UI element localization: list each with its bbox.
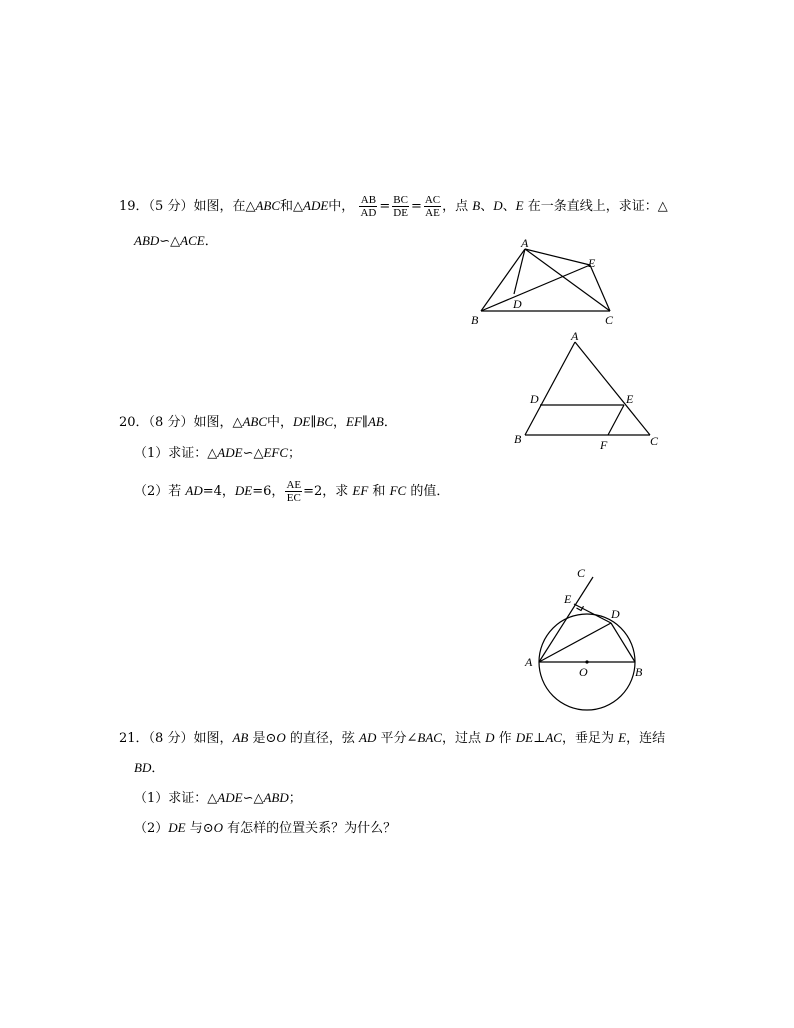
q19-figure — [470, 236, 620, 328]
q19-tail: 在一条直线上，求证：△ — [523, 199, 668, 214]
q21-line1: 21．（8 分）如图，AB 是⊙O 的直径，弦 AD 平分∠BAC，过点 D 作 DE⊥AC，垂足为 E，连结 — [119, 730, 666, 746]
q21-label-d: D — [611, 607, 620, 621]
q20-label-e: E — [626, 392, 634, 406]
q20-fraction-ae-ec: $\frac{AE}{EC}$ — [286, 479, 302, 504]
q19-label-e: E — [588, 256, 596, 270]
q20-label-b: B — [514, 432, 522, 446]
q19-fraction-bc-de: $\frac{BC}{DE}$ — [393, 194, 408, 219]
q21-label-b: B — [635, 665, 643, 679]
q19-and: 和△ — [280, 199, 304, 214]
q21-number: 21．（8 分）如图， — [119, 731, 233, 746]
q20-part2: （2）若 AD=4，DE=6， $\frac{AE}{EC}$ =2，求 EF 和 FC 的值． — [134, 479, 450, 504]
q20-figure — [510, 328, 670, 454]
q19-line1: 19．（5 分）如图，在△ABC和△ADE中， $\frac{AB}{AD}$ = $\frac{BC}{DE}$ = $\frac{AC}{AE}$ ，点 B、D、E 在一条直线上，求证：△ — [119, 194, 668, 219]
q20-label-a: A — [571, 329, 579, 343]
q20-line1: 20．（8 分）如图，△ABC中，DE∥BC，EF∥AB． — [119, 414, 397, 430]
q20-label-f: F — [600, 438, 608, 452]
q20-label-d: D — [530, 392, 539, 406]
q19-zhong: 中， — [328, 199, 355, 214]
q21-label-a: A — [525, 655, 533, 669]
q21-line2: BD． — [134, 760, 165, 776]
q19-equals-2: = — [410, 199, 422, 214]
q21-label-o: O — [579, 665, 588, 679]
q19-label-d: D — [513, 297, 522, 311]
q21-part1: （1）求证：△ADE∽△ABD； — [134, 790, 302, 806]
q20-part1: （1）求证：△ADE∽△EFC； — [134, 445, 302, 461]
q19-label-a: A — [521, 236, 529, 250]
q19-ade: ADE — [303, 198, 329, 213]
q21-part2: （2）DE 与⊙O 有怎样的位置关系？为什么？ — [134, 820, 397, 836]
q20-number: 20．（8 分）如图，△ — [119, 415, 243, 430]
q21-figure — [520, 566, 670, 714]
q21-center-point — [585, 660, 588, 663]
q19-line2: ABD∽△ACE． — [134, 233, 218, 249]
q19-fraction-ab-ad: $\frac{AB}{AD}$ — [360, 194, 377, 219]
q19-label-c: C — [605, 313, 614, 327]
q19-fraction-ac-ae: $\frac{AC}{AE}$ — [424, 194, 441, 219]
q19-abc: ABC — [255, 198, 281, 213]
q19-equals-1: = — [379, 199, 391, 214]
q21-label-c: C — [577, 566, 586, 580]
q21-label-e: E — [564, 592, 572, 606]
q19-after-frac: ，点 — [442, 199, 473, 214]
q19-label-b: B — [471, 313, 479, 327]
q20-label-c: C — [650, 434, 659, 448]
q19-number: 19．（5 分）如图，在△ — [119, 199, 256, 214]
